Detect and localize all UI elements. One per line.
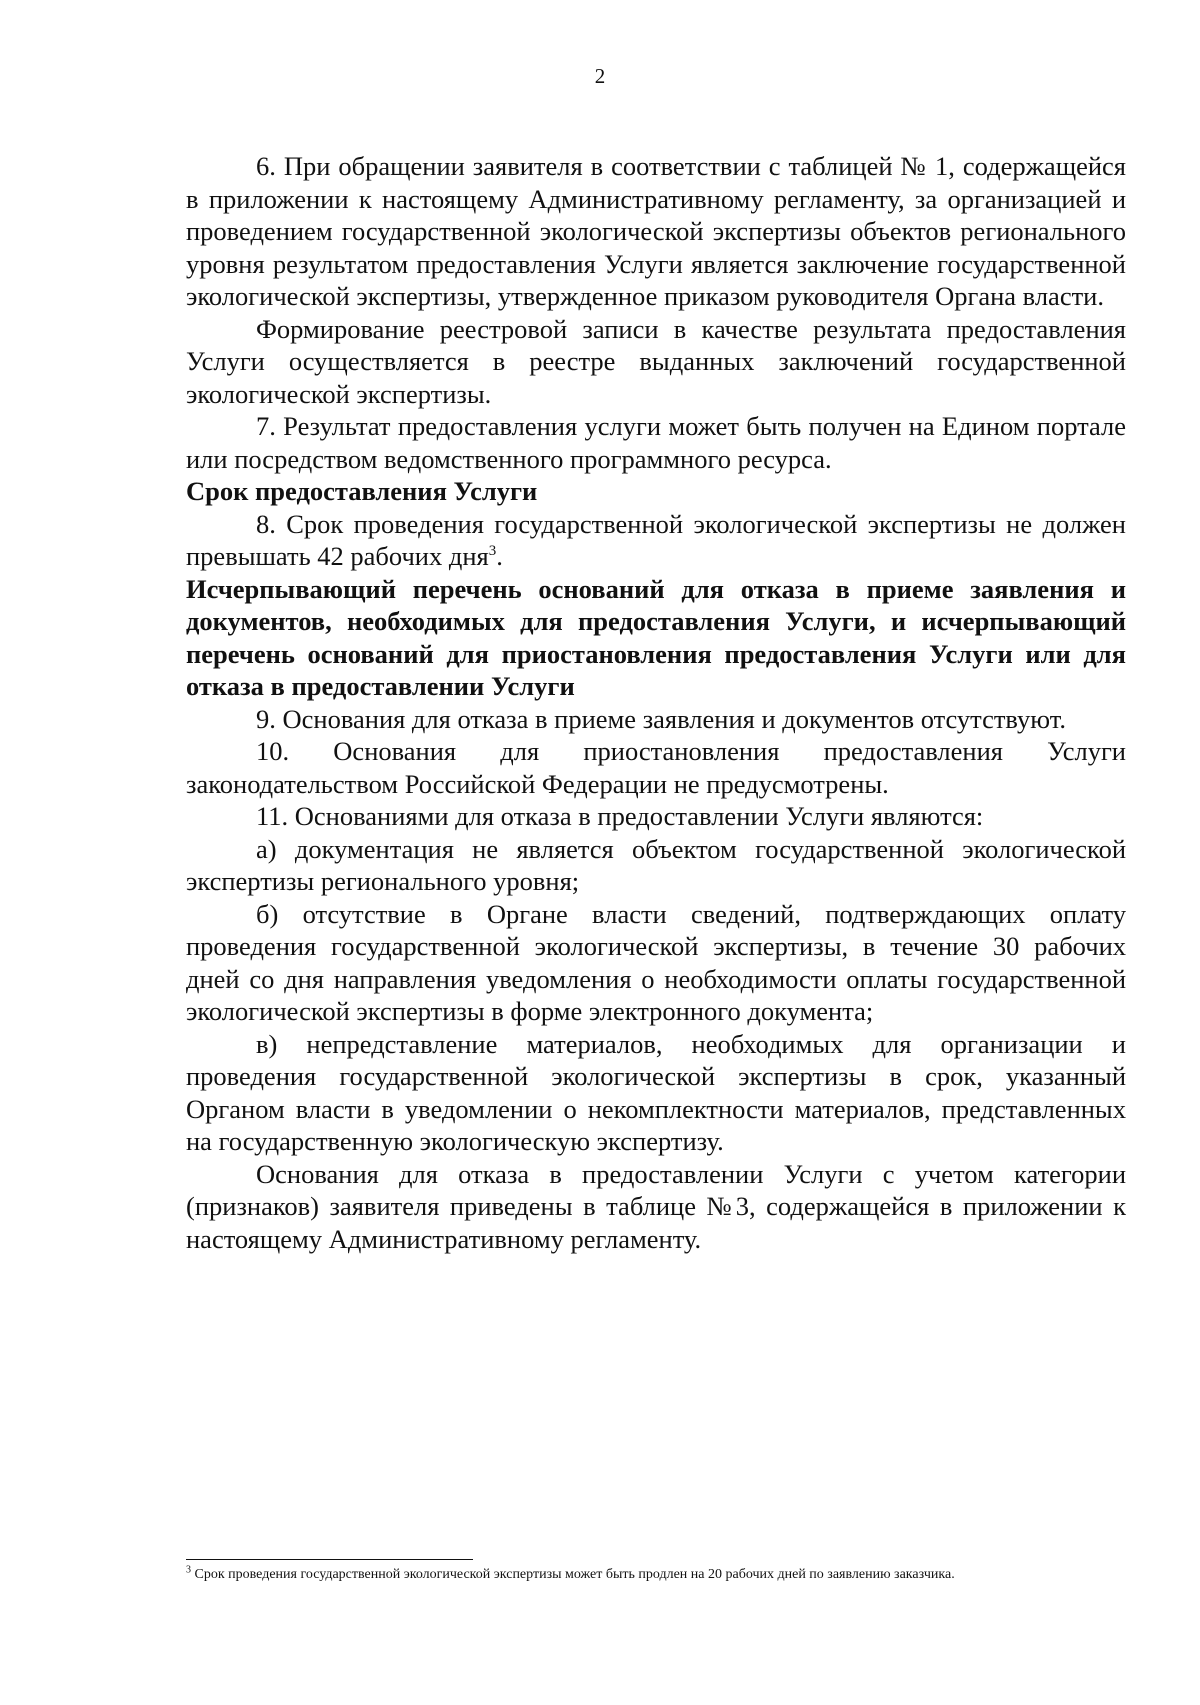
paragraph-11a: а) документация не является объектом государственной экологической экспертизы регионального уровня; bbox=[186, 833, 1126, 896]
section-heading-grounds: Исчерпывающий перечень оснований для отказа в приеме заявления и документов, необходимых для предоставления Услуги, и исчерпывающий перечень оснований для приостановления предоставления Услуги или для отказа в предоставлении Услуги bbox=[186, 573, 1126, 701]
paragraph-table-reference: Основания для отказа в предоставлении Услуги с учетом категории (признаков) заявителя приведены в таблице №3, содержащейся в приложении к настоящему Административному регламенту. bbox=[186, 1158, 1126, 1254]
section-heading-term: Срок предоставления Услуги bbox=[186, 476, 538, 506]
paragraph-10: 10. Основания для приостановления предоставления Услуги законодательством Российской Федерации не предусмотрены. bbox=[186, 736, 1126, 799]
paragraph-11b: б) отсутствие в Органе власти сведений, подтверждающих оплату проведения государственной экологической экспертизы, в течение 30 рабочих дней со дня направления уведомления о необходимости оплаты государственной экологической экспертизы в форме электронного документа; bbox=[186, 898, 1126, 1026]
paragraph-8 bbox=[186, 508, 1126, 573]
footnote bbox=[186, 1566, 1126, 1584]
footnote-divider bbox=[186, 1559, 473, 1560]
paragraph-11c: в) непредставление материалов, необходимых для организации и проведения государственной экологической экспертизы в срок, указанный Органом власти в уведомлении о некомплектности материалов, представленных на государственную экологическую экспертизу. bbox=[186, 1028, 1126, 1156]
footnote-reference: 3 bbox=[488, 543, 497, 560]
paragraph-6-registry: Формирование реестровой записи в качестве результата предоставления Услуги осуществляется в реестре выданных заключений государственной экологической экспертизы. bbox=[186, 313, 1126, 409]
paragraph-7: 7. Результат предоставления услуги может быть получен на Едином портале или посредством ведомственного программного ресурса. bbox=[186, 411, 1126, 474]
paragraph-11: 11. Основаниями для отказа в предоставлении Услуги являются: bbox=[256, 801, 984, 831]
footnote-text: Срок проведения государственной экологической экспертизы может быть продлен на 20 рабочих дней по заявлению заказчика. bbox=[194, 1567, 955, 1582]
footnote-marker: 3 bbox=[186, 1564, 191, 1576]
page-number: 2 bbox=[594, 64, 606, 88]
paragraph-6: 6. При обращении заявителя в соответствии с таблицей № 1, содержащейся в приложении к настоящему Административному регламенту, за организацией и проведением государственной экологической экспертизы объектов регионального уровня результатом предоставления Услуги является заключение государственной экологической экспертизы, утвержденное приказом руководителя Органа власти. bbox=[186, 151, 1126, 311]
paragraph-9: 9. Основания для отказа в приеме заявления и документов отсутствуют. bbox=[256, 703, 1066, 734]
document-body bbox=[186, 150, 1126, 1255]
paragraph-8-text: 8. Срок проведения государственной экологической экспертизы не должен превышать 42 рабочих дня bbox=[186, 508, 1126, 571]
paragraph-8-end: . bbox=[496, 541, 503, 571]
